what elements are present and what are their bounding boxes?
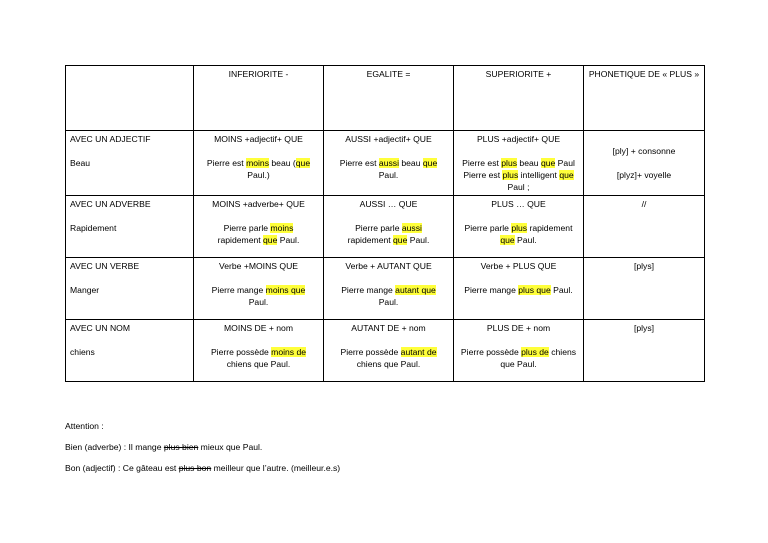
row-verbe xyxy=(66,258,705,320)
row-label-cell xyxy=(66,320,194,382)
row-label-cell xyxy=(66,258,194,320)
row-label: AVEC UN VERBE xyxy=(70,261,140,271)
formula: PLUS +adjectif+ QUE xyxy=(476,134,561,144)
example-sentence: Pierre parle moins rapidement que Paul. xyxy=(217,223,300,245)
example-sentence: Pierre mange moins que Paul. xyxy=(211,285,306,307)
comparison-table xyxy=(65,65,705,382)
cell-superiorite xyxy=(454,131,584,196)
cell-inferiorite xyxy=(194,320,324,382)
highlight: autant de xyxy=(400,347,437,357)
header-empty-cell xyxy=(66,66,194,131)
highlight: que xyxy=(393,235,408,245)
highlight: que xyxy=(422,158,438,168)
struck-text: plus bon xyxy=(178,463,212,473)
highlight: plus de xyxy=(521,347,549,357)
example-sentence: Pierre parle plus rapidement que Paul. xyxy=(464,223,573,245)
example-sentence: Pierre possède plus de chiens que Paul. xyxy=(460,347,577,369)
row-label: AVEC UN ADJECTIF xyxy=(70,134,151,144)
highlight: plus que xyxy=(518,285,551,295)
note-bien: Bien (adverbe) : Il mange plus bien mieux que Paul. xyxy=(65,442,263,452)
formula: MOINS +adjectif+ QUE xyxy=(214,134,303,144)
example-sentence: Pierre possède autant de chiens que Paul. xyxy=(340,347,437,369)
struck-text: plus bien xyxy=(163,442,199,452)
cell-egalite xyxy=(324,258,454,320)
phonetic-voyelle: [plyz]+ voyelle xyxy=(616,170,672,180)
highlight: que xyxy=(540,158,556,168)
cell-superiorite xyxy=(454,196,584,258)
formula: AUSSI … QUE xyxy=(359,199,418,209)
cell-phonetique: [plys] xyxy=(584,320,705,382)
cell-phonetique: // xyxy=(584,196,705,258)
row-label: AVEC UN ADVERBE xyxy=(70,199,151,209)
formula: AUTANT DE + nom xyxy=(351,323,426,333)
cell-egalite xyxy=(324,196,454,258)
cell-inferiorite xyxy=(194,131,324,196)
header-phonetique: PHONETIQUE DE « PLUS » xyxy=(584,66,705,131)
highlight: que xyxy=(295,158,311,168)
header-row xyxy=(66,66,705,131)
cell-egalite xyxy=(324,320,454,382)
highlight: que xyxy=(559,170,574,180)
example-sentence: Pierre est aussi beau que Paul. xyxy=(339,158,438,180)
highlight: plus xyxy=(502,170,519,180)
highlight: que xyxy=(263,235,278,245)
row-adjectif xyxy=(66,131,705,196)
header-egalite: EGALITE = xyxy=(324,66,454,131)
example-sentence: Pierre est plus beau que Paul Pierre est plus intelligent que Paul ; xyxy=(462,158,575,192)
highlight: autant que xyxy=(395,285,436,295)
cell-egalite xyxy=(324,131,454,196)
row-label: AVEC UN NOM xyxy=(70,323,131,333)
highlight: que xyxy=(500,235,515,245)
notes-section xyxy=(65,420,340,483)
row-example: Rapidement xyxy=(70,223,117,233)
row-example: Beau xyxy=(70,158,91,168)
cell-phonetique xyxy=(584,131,705,196)
row-label-cell xyxy=(66,196,194,258)
cell-superiorite xyxy=(454,320,584,382)
example-sentence: Pierre est moins beau (que Paul.) xyxy=(206,158,311,180)
cell-inferiorite xyxy=(194,258,324,320)
row-example: Manger xyxy=(70,285,100,295)
example-sentence: Pierre possède moins de chiens que Paul. xyxy=(210,347,307,369)
highlight: plus xyxy=(501,158,518,168)
highlight: plus xyxy=(511,223,528,233)
phonetic-consonne: [ply] + consonne xyxy=(612,146,676,156)
highlight: moins de xyxy=(271,347,307,357)
formula: MOINS +adverbe+ QUE xyxy=(212,199,305,209)
cell-phonetique: [plys] xyxy=(584,258,705,320)
cell-superiorite xyxy=(454,258,584,320)
formula: PLUS DE + nom xyxy=(486,323,551,333)
example-sentence: Pierre mange plus que Paul. xyxy=(464,285,573,295)
example-sentence: Pierre mange autant que Paul. xyxy=(341,285,436,307)
highlight: moins que xyxy=(265,285,306,295)
formula: AUSSI +adjectif+ QUE xyxy=(345,134,432,144)
row-example: chiens xyxy=(70,347,95,357)
header-superiorite: SUPERIORITE + xyxy=(454,66,584,131)
row-label-cell xyxy=(66,131,194,196)
row-nom xyxy=(66,320,705,382)
formula: Verbe + PLUS QUE xyxy=(480,261,557,271)
row-adverbe xyxy=(66,196,705,258)
highlight: moins xyxy=(270,223,294,233)
highlight: aussi xyxy=(401,223,422,233)
formula: Verbe +MOINS QUE xyxy=(218,261,299,271)
formula: Verbe + AUTANT QUE xyxy=(345,261,432,271)
highlight: aussi xyxy=(378,158,399,168)
formula: PLUS … QUE xyxy=(491,199,546,209)
example-sentence: Pierre parle aussi rapidement que Paul. xyxy=(347,223,430,245)
attention-label: Attention : xyxy=(65,421,104,431)
formula: MOINS DE + nom xyxy=(223,323,293,333)
cell-inferiorite xyxy=(194,196,324,258)
highlight: moins xyxy=(246,158,269,168)
note-bon: Bon (adjectif) : Ce gâteau est plus bon meilleur que l’autre. (meilleur.e.s) xyxy=(65,463,341,473)
header-inferiorite: INFERIORITE - xyxy=(194,66,324,131)
